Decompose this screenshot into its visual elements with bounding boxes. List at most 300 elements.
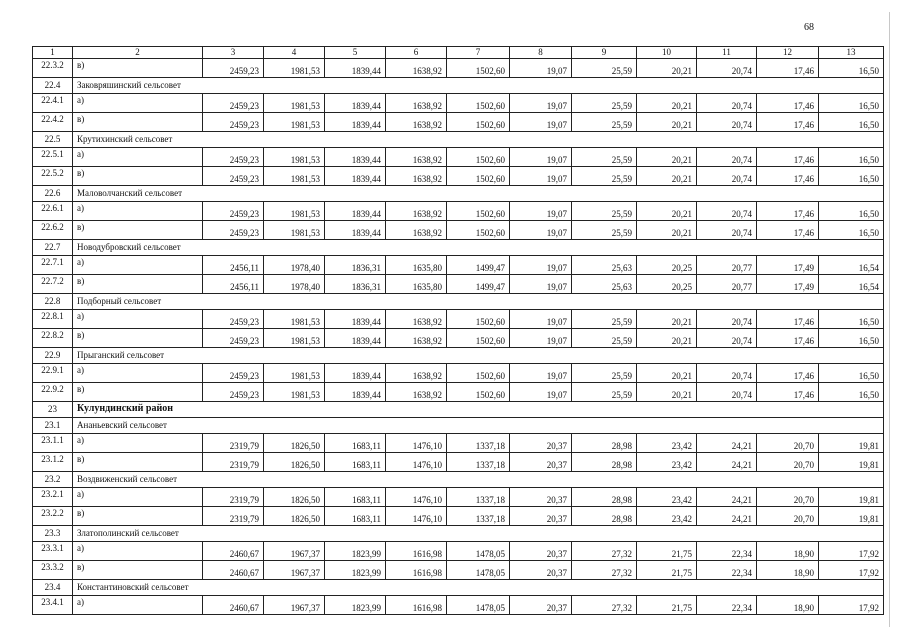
value-cell: 1638,92 — [386, 59, 447, 78]
table-row — [33, 167, 884, 186]
value-cell: 19,81 — [819, 453, 884, 472]
page-number: 68 — [804, 22, 814, 33]
value-cell: 1683,11 — [325, 488, 386, 507]
value-cell: 20,21 — [637, 113, 697, 132]
value-cell: 1981,53 — [264, 221, 325, 240]
value-cell: 20,21 — [637, 202, 697, 221]
row-label: а) — [73, 256, 203, 275]
value-cell: 16,50 — [819, 167, 884, 186]
row-number: 22.6 — [33, 186, 73, 202]
row-number: 22.7 — [33, 240, 73, 256]
value-cell: 17,46 — [757, 113, 819, 132]
value-cell: 20,21 — [637, 94, 697, 113]
value-cell: 16,50 — [819, 383, 884, 402]
value-cell: 20,37 — [510, 561, 572, 580]
row-number: 22.4.2 — [33, 113, 73, 132]
value-cell: 1839,44 — [325, 383, 386, 402]
value-cell: 21,75 — [637, 542, 697, 561]
row-label: в) — [73, 507, 203, 526]
column-header: 2 — [73, 47, 203, 59]
page-edge-line — [889, 12, 890, 627]
row-number: 22.7.2 — [33, 275, 73, 294]
row-number: 22.4.1 — [33, 94, 73, 113]
row-label: в) — [73, 561, 203, 580]
table-row — [33, 202, 884, 221]
value-cell: 23,42 — [637, 453, 697, 472]
table-row — [33, 148, 884, 167]
value-cell: 22,34 — [697, 561, 757, 580]
value-cell: 1638,92 — [386, 221, 447, 240]
value-cell: 2319,79 — [203, 434, 264, 453]
row-number: 22.3.2 — [33, 59, 73, 78]
value-cell: 1978,40 — [264, 275, 325, 294]
value-cell: 17,46 — [757, 310, 819, 329]
value-cell: 24,21 — [697, 488, 757, 507]
value-cell: 1502,60 — [447, 113, 510, 132]
value-cell: 1638,92 — [386, 167, 447, 186]
value-cell: 2460,67 — [203, 561, 264, 580]
value-cell: 1638,92 — [386, 364, 447, 383]
section-title: Воздвиженский сельсовет — [73, 472, 884, 488]
value-cell: 28,98 — [572, 434, 637, 453]
row-number: 23.1.2 — [33, 453, 73, 472]
value-cell: 17,92 — [819, 561, 884, 580]
row-number: 23.3 — [33, 526, 73, 542]
table-row — [33, 310, 884, 329]
value-cell: 25,59 — [572, 310, 637, 329]
value-cell: 1638,92 — [386, 310, 447, 329]
table-row — [33, 434, 884, 453]
value-cell: 2459,23 — [203, 383, 264, 402]
value-cell: 20,74 — [697, 113, 757, 132]
table-row — [33, 561, 884, 580]
value-cell: 23,42 — [637, 507, 697, 526]
row-label: в) — [73, 329, 203, 348]
value-cell: 24,21 — [697, 434, 757, 453]
value-cell: 25,59 — [572, 167, 637, 186]
value-cell: 20,74 — [697, 221, 757, 240]
value-cell: 16,54 — [819, 275, 884, 294]
value-cell: 1476,10 — [386, 453, 447, 472]
value-cell: 20,74 — [697, 167, 757, 186]
value-cell: 17,46 — [757, 202, 819, 221]
value-cell: 19,07 — [510, 59, 572, 78]
value-cell: 19,07 — [510, 221, 572, 240]
value-cell: 1981,53 — [264, 167, 325, 186]
row-number: 23.1 — [33, 418, 73, 434]
value-cell: 25,63 — [572, 256, 637, 275]
value-cell: 1616,98 — [386, 542, 447, 561]
value-cell: 23,42 — [637, 434, 697, 453]
value-cell: 1502,60 — [447, 329, 510, 348]
value-cell: 1839,44 — [325, 167, 386, 186]
value-cell: 1635,80 — [386, 275, 447, 294]
column-header: 13 — [819, 47, 884, 59]
value-cell: 19,07 — [510, 167, 572, 186]
value-cell: 20,70 — [757, 507, 819, 526]
value-cell: 19,81 — [819, 434, 884, 453]
value-cell: 17,46 — [757, 94, 819, 113]
section-title: Златополинский сельсовет — [73, 526, 884, 542]
table-row — [33, 256, 884, 275]
value-cell: 20,74 — [697, 202, 757, 221]
value-cell: 19,07 — [510, 202, 572, 221]
tariff-table — [32, 46, 884, 615]
value-cell: 20,21 — [637, 59, 697, 78]
value-cell: 1635,80 — [386, 256, 447, 275]
value-cell: 16,50 — [819, 310, 884, 329]
row-number: 23 — [33, 402, 73, 418]
value-cell: 1823,99 — [325, 596, 386, 615]
row-number: 22.5.2 — [33, 167, 73, 186]
row-number: 22.9 — [33, 348, 73, 364]
section-title: Крутихинский сельсовет — [73, 132, 884, 148]
value-cell: 1836,31 — [325, 275, 386, 294]
table-body — [33, 59, 884, 615]
value-cell: 27,32 — [572, 542, 637, 561]
row-number: 22.8 — [33, 294, 73, 310]
row-label: в) — [73, 453, 203, 472]
value-cell: 19,07 — [510, 383, 572, 402]
value-cell: 1967,37 — [264, 596, 325, 615]
value-cell: 1638,92 — [386, 383, 447, 402]
value-cell: 1967,37 — [264, 542, 325, 561]
value-cell: 25,59 — [572, 383, 637, 402]
value-cell: 19,07 — [510, 113, 572, 132]
value-cell: 1839,44 — [325, 221, 386, 240]
table-row — [33, 507, 884, 526]
value-cell: 1836,31 — [325, 256, 386, 275]
row-label: а) — [73, 488, 203, 507]
value-cell: 1981,53 — [264, 113, 325, 132]
value-cell: 2319,79 — [203, 453, 264, 472]
value-cell: 25,59 — [572, 221, 637, 240]
section-row — [33, 294, 884, 310]
table-row — [33, 275, 884, 294]
value-cell: 1823,99 — [325, 542, 386, 561]
section-title: Маловолчанский сельсовет — [73, 186, 884, 202]
value-cell: 19,07 — [510, 275, 572, 294]
row-number: 22.6.1 — [33, 202, 73, 221]
value-cell: 1826,50 — [264, 434, 325, 453]
value-cell: 28,98 — [572, 507, 637, 526]
value-cell: 16,50 — [819, 221, 884, 240]
value-cell: 21,75 — [637, 561, 697, 580]
row-number: 23.3.1 — [33, 542, 73, 561]
value-cell: 25,59 — [572, 329, 637, 348]
table-row — [33, 383, 884, 402]
value-cell: 22,34 — [697, 542, 757, 561]
value-cell: 1978,40 — [264, 256, 325, 275]
section-row — [33, 186, 884, 202]
row-label: в) — [73, 221, 203, 240]
value-cell: 19,81 — [819, 507, 884, 526]
value-cell: 17,46 — [757, 364, 819, 383]
value-cell: 1839,44 — [325, 202, 386, 221]
value-cell: 1502,60 — [447, 383, 510, 402]
value-cell: 1502,60 — [447, 310, 510, 329]
value-cell: 25,59 — [572, 113, 637, 132]
value-cell: 20,37 — [510, 488, 572, 507]
value-cell: 20,77 — [697, 256, 757, 275]
value-cell: 16,50 — [819, 94, 884, 113]
section-row — [33, 472, 884, 488]
value-cell: 2456,11 — [203, 256, 264, 275]
value-cell: 20,37 — [510, 453, 572, 472]
row-label: а) — [73, 434, 203, 453]
column-header: 3 — [203, 47, 264, 59]
value-cell: 17,92 — [819, 542, 884, 561]
value-cell: 1337,18 — [447, 453, 510, 472]
value-cell: 25,59 — [572, 202, 637, 221]
column-header: 12 — [757, 47, 819, 59]
value-cell: 1478,05 — [447, 596, 510, 615]
value-cell: 2459,23 — [203, 148, 264, 167]
value-cell: 1683,11 — [325, 434, 386, 453]
value-cell: 1502,60 — [447, 221, 510, 240]
row-label: в) — [73, 275, 203, 294]
value-cell: 1981,53 — [264, 148, 325, 167]
value-cell: 16,50 — [819, 329, 884, 348]
value-cell: 24,21 — [697, 507, 757, 526]
table-row — [33, 94, 884, 113]
column-header: 8 — [510, 47, 572, 59]
table-row — [33, 542, 884, 561]
value-cell: 1839,44 — [325, 148, 386, 167]
value-cell: 20,70 — [757, 453, 819, 472]
row-number: 22.9.1 — [33, 364, 73, 383]
value-cell: 1638,92 — [386, 113, 447, 132]
value-cell: 20,21 — [637, 221, 697, 240]
value-cell: 28,98 — [572, 453, 637, 472]
section-title: Константиновский сельсовет — [73, 580, 884, 596]
value-cell: 21,75 — [637, 596, 697, 615]
row-label: а) — [73, 202, 203, 221]
table-row — [33, 329, 884, 348]
value-cell: 20,21 — [637, 148, 697, 167]
value-cell: 1981,53 — [264, 94, 325, 113]
value-cell: 2460,67 — [203, 596, 264, 615]
value-cell: 27,32 — [572, 596, 637, 615]
value-cell: 1839,44 — [325, 94, 386, 113]
value-cell: 1839,44 — [325, 364, 386, 383]
section-title: Прыганский сельсовет — [73, 348, 884, 364]
value-cell: 20,37 — [510, 596, 572, 615]
value-cell: 1499,47 — [447, 275, 510, 294]
value-cell: 17,46 — [757, 167, 819, 186]
row-number: 22.9.2 — [33, 383, 73, 402]
value-cell: 2459,23 — [203, 202, 264, 221]
value-cell: 20,37 — [510, 542, 572, 561]
row-number: 22.5 — [33, 132, 73, 148]
value-cell: 20,21 — [637, 310, 697, 329]
value-cell: 16,50 — [819, 364, 884, 383]
value-cell: 20,21 — [637, 383, 697, 402]
value-cell: 2459,23 — [203, 59, 264, 78]
value-cell: 2459,23 — [203, 167, 264, 186]
value-cell: 1638,92 — [386, 148, 447, 167]
value-cell: 1478,05 — [447, 542, 510, 561]
value-cell: 1981,53 — [264, 310, 325, 329]
value-cell: 20,74 — [697, 310, 757, 329]
value-cell: 19,07 — [510, 310, 572, 329]
section-title: Ананьевский сельсовет — [73, 418, 884, 434]
value-cell: 2460,67 — [203, 542, 264, 561]
section-row — [33, 526, 884, 542]
value-cell: 25,59 — [572, 364, 637, 383]
row-label: а) — [73, 364, 203, 383]
column-header: 1 — [33, 47, 73, 59]
value-cell: 27,32 — [572, 561, 637, 580]
column-header: 5 — [325, 47, 386, 59]
column-header: 11 — [697, 47, 757, 59]
value-cell: 16,54 — [819, 256, 884, 275]
value-cell: 1826,50 — [264, 453, 325, 472]
value-cell: 20,37 — [510, 507, 572, 526]
value-cell: 2319,79 — [203, 507, 264, 526]
row-number: 23.2.1 — [33, 488, 73, 507]
value-cell: 17,46 — [757, 221, 819, 240]
row-number: 23.4 — [33, 580, 73, 596]
value-cell: 20,21 — [637, 364, 697, 383]
value-cell: 25,59 — [572, 148, 637, 167]
district-row — [33, 402, 884, 418]
value-cell: 1337,18 — [447, 434, 510, 453]
value-cell: 20,74 — [697, 329, 757, 348]
value-cell: 2456,11 — [203, 275, 264, 294]
value-cell: 18,90 — [757, 561, 819, 580]
value-cell: 1476,10 — [386, 488, 447, 507]
row-label: а) — [73, 148, 203, 167]
value-cell: 1478,05 — [447, 561, 510, 580]
value-cell: 2459,23 — [203, 329, 264, 348]
value-cell: 1638,92 — [386, 329, 447, 348]
value-cell: 1683,11 — [325, 507, 386, 526]
row-label: в) — [73, 59, 203, 78]
row-number: 23.2.2 — [33, 507, 73, 526]
value-cell: 19,07 — [510, 94, 572, 113]
column-header: 9 — [572, 47, 637, 59]
section-row — [33, 418, 884, 434]
value-cell: 20,21 — [637, 329, 697, 348]
value-cell: 20,74 — [697, 148, 757, 167]
value-cell: 17,46 — [757, 59, 819, 78]
row-number: 22.7.1 — [33, 256, 73, 275]
row-label: в) — [73, 167, 203, 186]
value-cell: 17,92 — [819, 596, 884, 615]
value-cell: 1981,53 — [264, 59, 325, 78]
section-row — [33, 348, 884, 364]
value-cell: 16,50 — [819, 113, 884, 132]
value-cell: 20,74 — [697, 364, 757, 383]
value-cell: 20,74 — [697, 59, 757, 78]
value-cell: 1616,98 — [386, 561, 447, 580]
value-cell: 2459,23 — [203, 221, 264, 240]
value-cell: 2459,23 — [203, 94, 264, 113]
value-cell: 1826,50 — [264, 488, 325, 507]
value-cell: 2319,79 — [203, 488, 264, 507]
value-cell: 28,98 — [572, 488, 637, 507]
row-number: 23.4.1 — [33, 596, 73, 615]
value-cell: 17,49 — [757, 275, 819, 294]
row-number: 22.8.1 — [33, 310, 73, 329]
value-cell: 20,37 — [510, 434, 572, 453]
value-cell: 1967,37 — [264, 561, 325, 580]
row-number: 23.1.1 — [33, 434, 73, 453]
value-cell: 25,59 — [572, 94, 637, 113]
value-cell: 1826,50 — [264, 507, 325, 526]
value-cell: 17,46 — [757, 383, 819, 402]
table-row — [33, 453, 884, 472]
row-number: 23.3.2 — [33, 561, 73, 580]
value-cell: 1981,53 — [264, 364, 325, 383]
value-cell: 1337,18 — [447, 488, 510, 507]
value-cell: 1638,92 — [386, 202, 447, 221]
section-title: Подборный сельсовет — [73, 294, 884, 310]
value-cell: 1499,47 — [447, 256, 510, 275]
value-cell: 20,70 — [757, 434, 819, 453]
section-row — [33, 240, 884, 256]
value-cell: 17,46 — [757, 148, 819, 167]
value-cell: 16,50 — [819, 202, 884, 221]
value-cell: 1502,60 — [447, 202, 510, 221]
value-cell: 1476,10 — [386, 434, 447, 453]
value-cell: 1683,11 — [325, 453, 386, 472]
value-cell: 19,07 — [510, 329, 572, 348]
value-cell: 23,42 — [637, 488, 697, 507]
row-number: 22.8.2 — [33, 329, 73, 348]
value-cell: 1337,18 — [447, 507, 510, 526]
row-number: 22.4 — [33, 78, 73, 94]
table-row — [33, 596, 884, 615]
table-row — [33, 221, 884, 240]
value-cell: 1839,44 — [325, 113, 386, 132]
value-cell: 19,07 — [510, 256, 572, 275]
table-row — [33, 113, 884, 132]
value-cell: 1502,60 — [447, 167, 510, 186]
column-header-row — [33, 47, 884, 59]
value-cell: 19,81 — [819, 488, 884, 507]
value-cell: 17,49 — [757, 256, 819, 275]
table-row — [33, 364, 884, 383]
value-cell: 1823,99 — [325, 561, 386, 580]
value-cell: 1476,10 — [386, 507, 447, 526]
value-cell: 1616,98 — [386, 596, 447, 615]
value-cell: 1839,44 — [325, 59, 386, 78]
row-label: а) — [73, 310, 203, 329]
value-cell: 20,25 — [637, 256, 697, 275]
row-label: в) — [73, 113, 203, 132]
row-label: в) — [73, 383, 203, 402]
value-cell: 2459,23 — [203, 364, 264, 383]
section-row — [33, 580, 884, 596]
value-cell: 19,07 — [510, 364, 572, 383]
value-cell: 20,70 — [757, 488, 819, 507]
value-cell: 20,21 — [637, 167, 697, 186]
value-cell: 24,21 — [697, 453, 757, 472]
row-number: 22.6.2 — [33, 221, 73, 240]
row-label: а) — [73, 94, 203, 113]
value-cell: 1839,44 — [325, 329, 386, 348]
value-cell: 1502,60 — [447, 148, 510, 167]
value-cell: 1638,92 — [386, 94, 447, 113]
table-row — [33, 488, 884, 507]
value-cell: 16,50 — [819, 148, 884, 167]
value-cell: 25,59 — [572, 59, 637, 78]
column-header: 6 — [386, 47, 447, 59]
value-cell: 2459,23 — [203, 310, 264, 329]
value-cell: 20,74 — [697, 383, 757, 402]
